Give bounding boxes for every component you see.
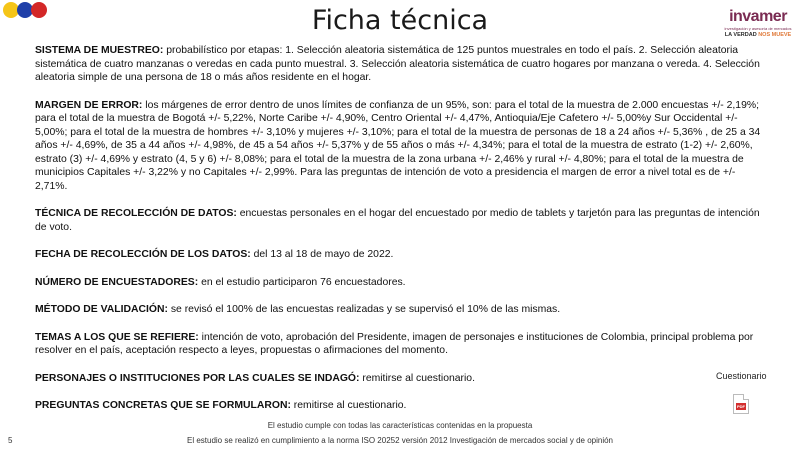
pdf-file-icon[interactable] <box>733 394 749 414</box>
invamer-logo <box>722 8 794 38</box>
logo-tagline: investigación y asesoría de mercados <box>724 26 792 31</box>
section-label: FECHA DE RECOLECCIÓN DE LOS DATOS: <box>35 249 251 260</box>
section-text: probabilístico por etapas: 1. Selección aleatoria sistemática de 125 puntos muestrales en todo el país. 2. Selección aleatoria sistemática de cuatro manzanas o veredas en cada punto muestral. 3. Selección aleatoria sistemática de cuatro hogares por manzana o vereda. 4. Selección aleatoria simple de una persona de 18 o más años residente en el hogar. <box>35 45 760 83</box>
section-sampling-system <box>35 44 770 85</box>
section-validation-method <box>35 303 770 317</box>
section-label: MÉTODO DE VALIDACIÓN: <box>35 304 168 315</box>
technical-sheet-body <box>35 44 770 413</box>
section-text: en el estudio participaron 76 encuestadores. <box>198 276 406 288</box>
pdf-badge: PDF <box>737 404 745 409</box>
section-label: TÉCNICA DE RECOLECCIÓN DE DATOS: <box>35 208 237 219</box>
section-topics <box>35 331 770 358</box>
section-label: PREGUNTAS CONCRETAS QUE SE FORMULARON: <box>35 400 291 411</box>
footer-compliance-note: El estudio cumple con todas las características contenidas en la propuesta <box>267 421 533 430</box>
questionnaire-label: Cuestionario <box>716 371 767 381</box>
logo-slogan-accent: NOS MUEVE <box>758 32 792 38</box>
footer-iso-note: El estudio se realizó en cumplimiento a la norma ISO 20252 versión 2012 Investigación de mercados social y de opinión <box>186 436 614 445</box>
section-persons-institutions <box>35 372 770 386</box>
section-text: remitirse al cuestionario. <box>290 400 407 411</box>
section-questions <box>35 399 770 413</box>
logo-slogan <box>722 32 794 38</box>
section-label: MARGEN DE ERROR: <box>35 99 143 111</box>
section-text: los márgenes de error dentro de unos límites de confianza de un 95%, son: para el total de la muestra de 2.000 encuestas +/- 2,19%; para el total de la muestra de Bogotá +/- 5,22%, Norte Caribe +/- 4,90%, Centro Oriental +/- 4,47%, Antioquia/Eje Cafetero +/- 5,00%y Sur Occidental +/- 5,00%; para el total de la muestra de hombres +/- 3,10% y mujeres +/- 3,10%; para el total de la muestra de personas de 18 a 24 años +/- 5,36% , de 25 a 34 años +/- 4,69%, de 35 a 44 años +/- 4,98%, de 45 a 54 años +/- 5,37% y de 55 años o más +/- 4,34%; para el total de la muestra de estrato (1-2) +/- 2,60%, estrato (3) +/- 4,69% y estrato (4, 5 y 6) +/- 8,08%; para el total de la muestra de la zona urbana +/- 2,46% y rural +/- 4,80%; para el total de la muestra de municipios Capitales +/- 3,22% y no Capitales +/- 2,99%. Para las preguntas de intención de voto a presidencia el margen de error a nivel total es de +/- 2,71%. <box>35 99 761 192</box>
logo-wordmark: invamer <box>729 8 787 25</box>
page-number: 5 <box>8 436 13 445</box>
section-number-of-interviewers <box>35 276 770 290</box>
section-text: encuestas personales en el hogar del encuestado por medio de tablets y tarjetón para las preguntas de intención de voto. <box>35 208 760 233</box>
section-label: TEMAS A LOS QUE SE REFIERE: <box>35 331 199 343</box>
logo-slogan-main: LA VERDAD <box>724 32 757 38</box>
section-label: NÚMERO DE ENCUESTADORES: <box>35 276 199 288</box>
section-text: intención de voto, aprobación del Presidente, imagen de personajes e instituciones de Colombia, principal problema por resolver en el país, aceptación respecto a leyes, propuestas o afirmaciones del momento. <box>35 331 754 356</box>
section-text: remitirse al cuestionario. <box>359 372 475 384</box>
page-title: Ficha técnica <box>311 5 489 36</box>
section-margin-of-error <box>35 99 770 194</box>
section-label: SISTEMA DE MUESTREO: <box>35 45 164 56</box>
section-text: se revisó el 100% de las encuestas realizadas y se supervisó el 10% de las mismas. <box>167 304 561 315</box>
section-collection-date <box>35 248 770 262</box>
section-label: PERSONAJES O INSTITUCIONES POR LAS CUALES SE INDAGÓ: <box>35 372 360 384</box>
section-text: del 13 al 18 de mayo de 2022. <box>250 249 394 260</box>
section-data-collection-technique <box>35 207 770 234</box>
